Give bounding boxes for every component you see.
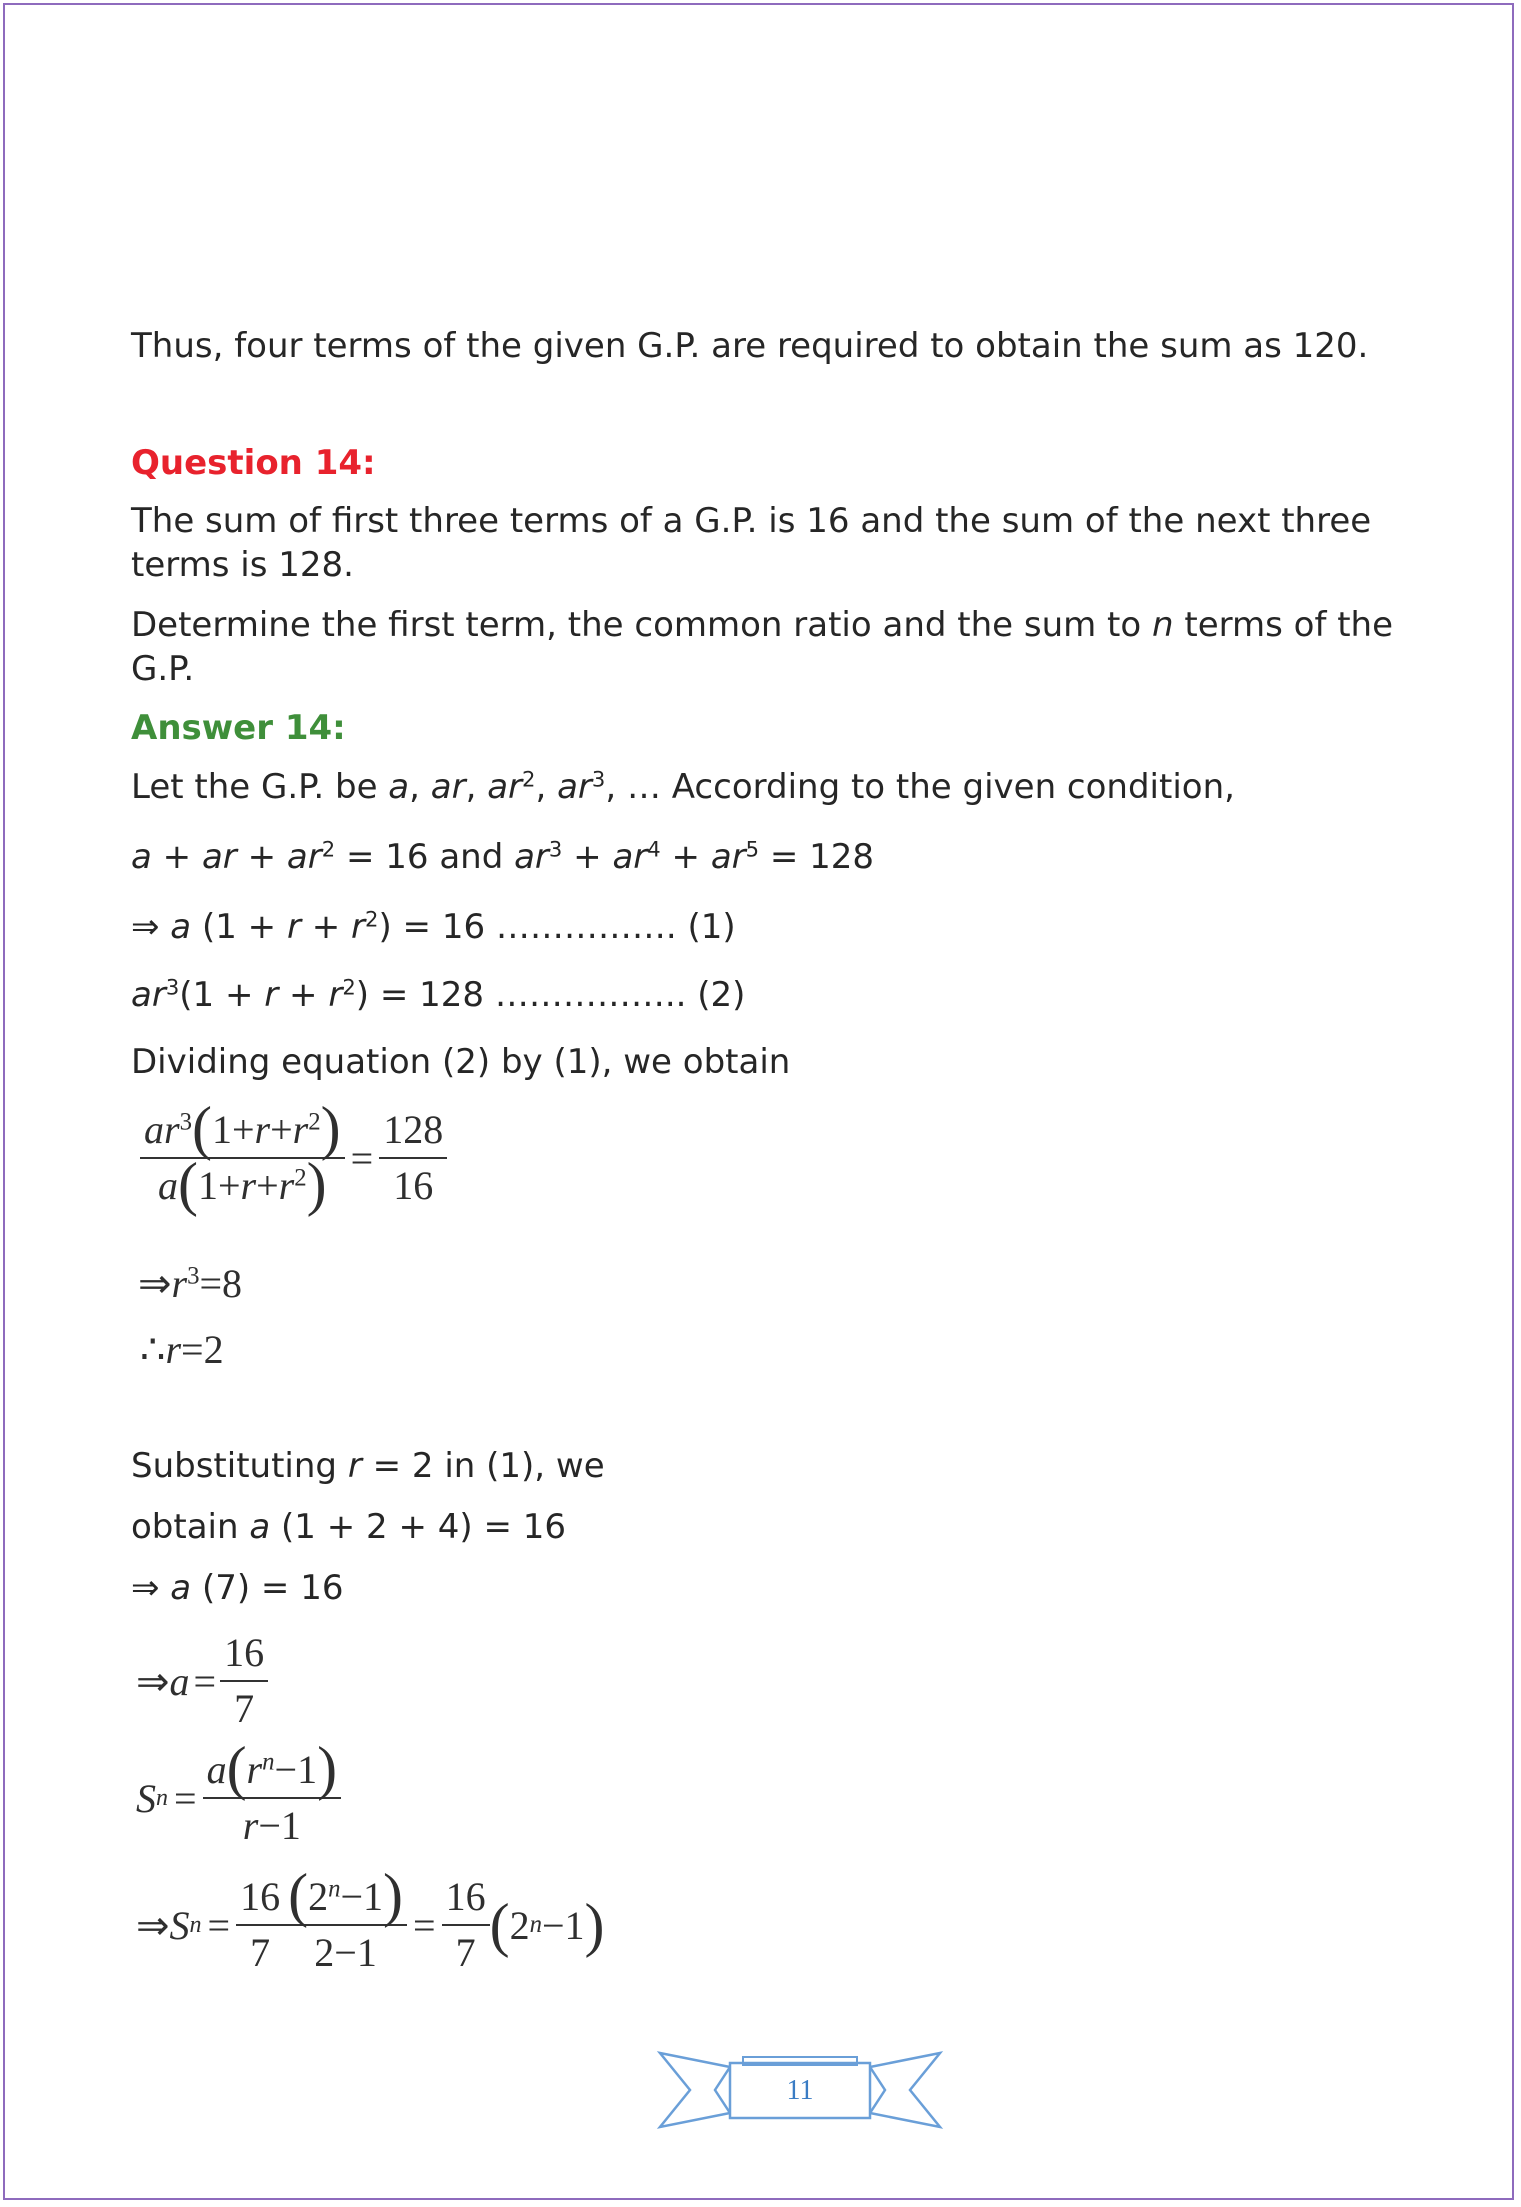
answer-line-6: Substituting r = 2 in (1), we: [131, 1446, 605, 1486]
answer-line-3: ⇒ a $(1 + r + r^2) = 16$ ……………. (1): [131, 906, 736, 947]
question-line-4: G.P.: [131, 649, 195, 689]
equation-r-cubed: $\Rightarrow r^3=8$: [138, 1261, 243, 1306]
answer-line-4: $ar^3(1 + r + r^2) = 128$ …………….. (2): [131, 974, 746, 1015]
page-number: 11: [786, 2075, 814, 2106]
answer-line-8: ⇒ a (7) = 16: [131, 1568, 344, 1608]
answer-line-7: obtain a (1 + 2 + 4) = 16: [131, 1507, 567, 1547]
question-line-2: terms is 128.: [131, 545, 354, 585]
equation-ratio: $\frac{ar^3(1+r+r^2)}{a(1+r+r^2)}$ = $\frac{128}{16}$: [140, 1105, 447, 1211]
question-line-3: Determine the first term, the common ratio and the sum to n terms of the: [131, 605, 1394, 645]
answer-heading: Answer 14:: [131, 708, 346, 748]
question-heading: Question 14:: [131, 443, 376, 483]
answer-line-5: Dividing equation (2) by (1), we obtain: [131, 1042, 791, 1082]
question-line-1: The sum of first three terms of a G.P. is 16 and the sum of the next three: [131, 501, 1372, 541]
equation-a-value: ⇒ a = $\frac{16}{7}$: [136, 1628, 268, 1734]
answer-line-2: a + ar + $ar^2 = 16$ and $ar^3 + ar^4 + ar^5 = 128$: [131, 836, 875, 877]
equation-sum-result: ⇒ S n = $\frac{16}{7}$ $\frac{(2^n-1)}{2-1}$ = $\frac{16}{7}$ ( 2 n −1 ): [136, 1861, 605, 1975]
answer-line-1: Let the G.P. be a, ar, $ar^2$, $ar^3$, … According to the given condition,: [131, 766, 1235, 807]
equation-sum-formula: S n = $\frac{a(r^n-1)}{r-1}$: [136, 1745, 341, 1851]
page-number-ribbon: [655, 2045, 945, 2135]
equation-r-value: ∴r=2: [140, 1327, 224, 1372]
intro-text: Thus, four terms of the given G.P. are required to obtain the sum as 120.: [131, 326, 1369, 366]
